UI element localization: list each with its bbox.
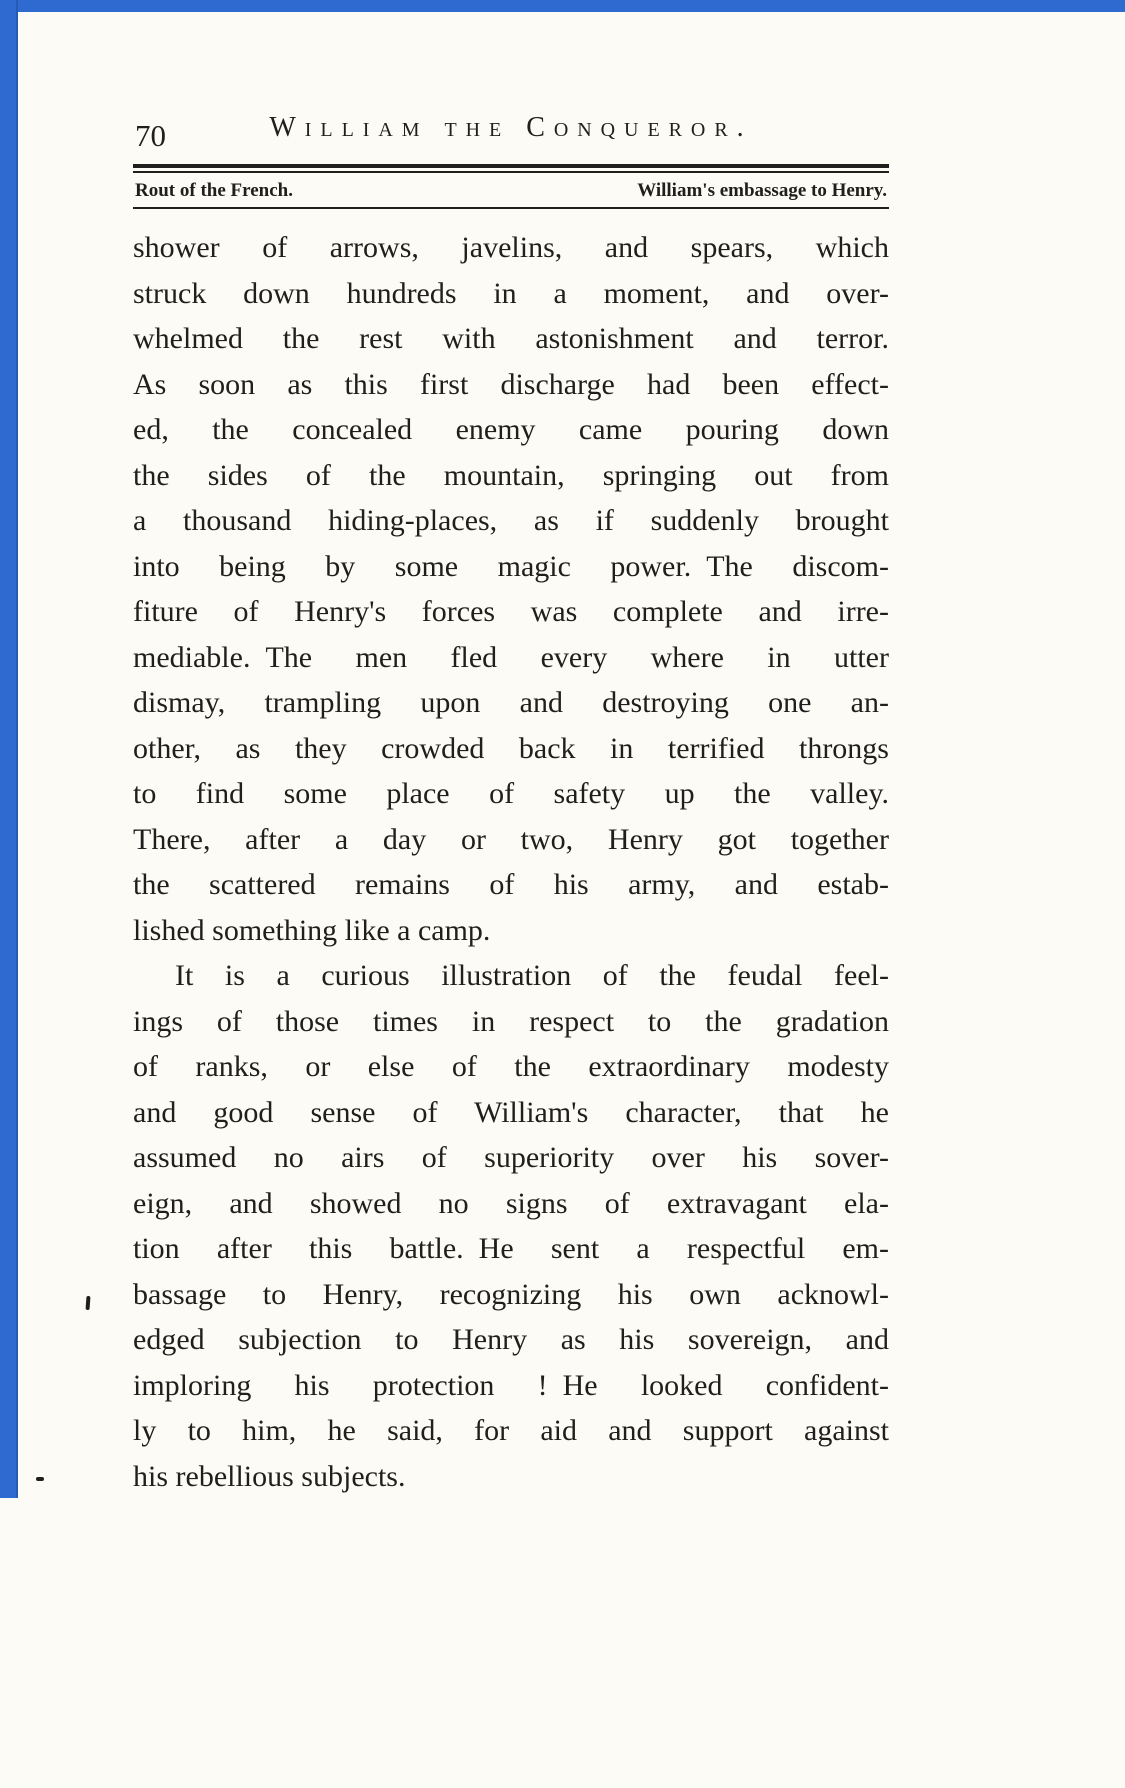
text-line: his rebellious subjects.	[133, 1459, 406, 1493]
text-line: eign, and showed no signs of extravagant ela-	[133, 1186, 889, 1220]
text-line: whelmed the rest with astonishment and terror.	[133, 322, 889, 355]
text-line: tion after this battle. He sent a respectful em-	[133, 1232, 889, 1265]
scan-mark	[36, 1477, 44, 1481]
page-number: 70	[135, 118, 166, 153]
text-line: the sides of the mountain, springing out from	[133, 458, 889, 492]
scan-edge-left	[0, 0, 18, 1498]
text-line: lished something like a camp.	[133, 913, 491, 947]
text-line: mediable. The men fled every where in utter	[133, 640, 889, 674]
page-content	[133, 0, 889, 1499]
running-heads	[133, 173, 889, 207]
text-line: There, after a day or two, Henry got together	[133, 822, 889, 856]
header-double-rule	[133, 164, 889, 173]
text-line: other, as they crowded back in terrified throngs	[133, 731, 889, 765]
running-head-left: Rout of the French.	[135, 180, 293, 201]
text-line: imploring his protection ! He looked confident-	[133, 1368, 889, 1402]
text-line: ed, the concealed enemy came pouring down	[133, 413, 889, 446]
running-head-rule	[133, 207, 889, 209]
book-title: William the Conqueror.	[269, 112, 753, 143]
text-line: of ranks, or else of the extraordinary modesty	[133, 1050, 889, 1083]
text-line: It is a curious illustration of the feudal feel-	[175, 959, 889, 992]
text-line: assumed no airs of superiority over his sover-	[133, 1141, 889, 1174]
text-line: into being by some magic power. The discom-	[133, 549, 889, 583]
text-line: to find some place of safety up the valley.	[133, 777, 889, 810]
text-line: ings of those times in respect to the gradation	[133, 1004, 889, 1038]
text-line: the scattered remains of his army, and estab-	[133, 868, 889, 901]
text-line: bassage to Henry, recognizing his own acknowl-	[133, 1277, 889, 1311]
text-line: ly to him, he said, for aid and support against	[133, 1414, 889, 1447]
text-line: edged subjection to Henry as his sovereign, and	[133, 1323, 889, 1356]
page-header	[133, 112, 889, 158]
text-line: fiture of Henry's forces was complete and irre-	[133, 595, 889, 628]
body-text	[133, 225, 889, 1499]
text-line: shower of arrows, javelins, and spears, which	[133, 231, 889, 264]
text-line: dismay, trampling upon and destroying one an-	[133, 686, 889, 719]
running-head-right: William's embassage to Henry.	[637, 180, 887, 201]
text-line: a thousand hiding-places, as if suddenly brought	[133, 504, 889, 537]
scan-mark	[86, 1296, 91, 1310]
text-line: As soon as this first discharge had been effect-	[133, 367, 889, 401]
text-line: struck down hundreds in a moment, and over-	[133, 276, 889, 310]
text-line: and good sense of William's character, that he	[133, 1095, 889, 1129]
